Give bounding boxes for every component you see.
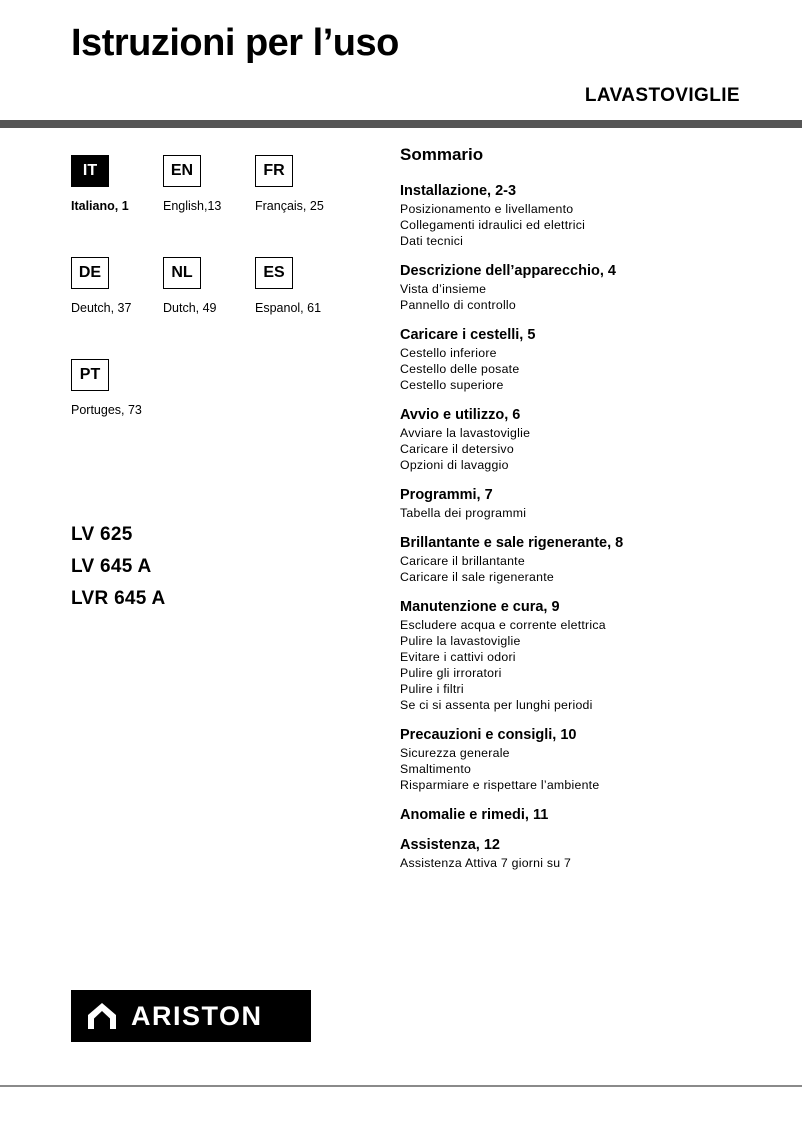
language-label-es: Espanol, 61 bbox=[255, 301, 322, 315]
toc-entry[interactable]: Dati tecnici bbox=[400, 234, 464, 248]
toc-section bbox=[400, 407, 740, 473]
toc-entry[interactable]: Tabella dei programmi bbox=[400, 506, 527, 520]
toc-entry[interactable]: Pulire gli irroratori bbox=[400, 666, 502, 680]
toc-entry[interactable]: Avviare la lavastoviglie bbox=[400, 426, 531, 440]
toc-entry[interactable]: Cestello superiore bbox=[400, 378, 504, 392]
language-label-nl: Dutch, 49 bbox=[163, 301, 217, 315]
model-name: LVR 645 A bbox=[71, 588, 166, 609]
toc-entry[interactable]: Escludere acqua e corrente elettrica bbox=[400, 618, 606, 632]
language-code-fr: FR bbox=[255, 155, 293, 187]
model-name: LV 625 bbox=[71, 524, 133, 545]
toc-section-title[interactable]: Brillantante e sale rigenerante, 8 bbox=[400, 535, 624, 551]
toc-section bbox=[400, 535, 740, 585]
toc-section bbox=[400, 807, 740, 823]
language-label-de: Deutch, 37 bbox=[71, 301, 132, 315]
toc-entry[interactable]: Cestello inferiore bbox=[400, 346, 497, 360]
toc-entry[interactable]: Sicurezza generale bbox=[400, 746, 510, 760]
toc-entry[interactable]: Smaltimento bbox=[400, 762, 472, 776]
toc-section bbox=[400, 183, 740, 249]
model-list bbox=[71, 519, 166, 615]
house-icon bbox=[87, 1002, 117, 1030]
language-row-1 bbox=[71, 155, 371, 257]
toc-entry[interactable]: Risparmiare e rispettare l’ambiente bbox=[400, 778, 600, 792]
language-code-it: IT bbox=[71, 155, 109, 187]
language-item-pt[interactable] bbox=[71, 359, 142, 417]
toc-section-title[interactable]: Manutenzione e cura, 9 bbox=[400, 599, 560, 615]
language-item-de[interactable] bbox=[71, 257, 131, 315]
language-item-it[interactable] bbox=[71, 155, 129, 213]
language-item-nl[interactable] bbox=[163, 257, 217, 315]
language-label-pt: Portuges, 73 bbox=[71, 403, 142, 417]
language-row-3 bbox=[71, 359, 371, 461]
toc-entry[interactable]: Evitare i cattivi odori bbox=[400, 650, 516, 664]
toc-section-title[interactable]: Assistenza, 12 bbox=[400, 837, 500, 853]
toc-section bbox=[400, 599, 740, 713]
language-item-en[interactable] bbox=[163, 155, 221, 213]
language-label-en: English,13 bbox=[163, 199, 222, 213]
language-code-de: DE bbox=[71, 257, 109, 289]
toc-entry[interactable]: Caricare il brillantante bbox=[400, 554, 525, 568]
page-title: Istruzioni per l’uso bbox=[71, 22, 399, 64]
toc-entry[interactable]: Collegamenti idraulici ed elettrici bbox=[400, 218, 586, 232]
header-divider bbox=[0, 120, 802, 128]
toc-heading: Sommario bbox=[400, 145, 484, 164]
toc-section bbox=[400, 263, 740, 313]
toc-entry[interactable]: Caricare il detersivo bbox=[400, 442, 514, 456]
toc-section bbox=[400, 487, 740, 521]
toc-entry[interactable]: Se ci si assenta per lunghi periodi bbox=[400, 698, 593, 712]
toc-entry[interactable]: Assistenza Attiva 7 giorni su 7 bbox=[400, 856, 572, 870]
model-name: LV 645 A bbox=[71, 556, 152, 577]
toc-entry[interactable]: Posizionamento e livellamento bbox=[400, 202, 574, 216]
brand-logo bbox=[71, 990, 311, 1042]
toc-section-title[interactable]: Precauzioni e consigli, 10 bbox=[400, 727, 577, 743]
language-item-es[interactable] bbox=[255, 257, 321, 315]
language-item-fr[interactable] bbox=[255, 155, 324, 213]
toc-section bbox=[400, 837, 740, 871]
language-selector bbox=[71, 155, 371, 461]
toc-section-title[interactable]: Descrizione dell’apparecchio, 4 bbox=[400, 263, 616, 279]
toc-entry[interactable]: Cestello delle posate bbox=[400, 362, 520, 376]
language-label-it bbox=[71, 199, 129, 213]
language-label-fr: Français, 25 bbox=[255, 199, 324, 213]
language-code-es: ES bbox=[255, 257, 293, 289]
toc-section-title[interactable]: Caricare i cestelli, 5 bbox=[400, 327, 536, 343]
toc-section-title[interactable]: Avvio e utilizzo, 6 bbox=[400, 407, 521, 423]
toc-section-title[interactable]: Programmi, 7 bbox=[400, 487, 493, 503]
toc-section-title[interactable]: Anomalie e rimedi, 11 bbox=[400, 807, 549, 823]
toc-entry[interactable]: Pannello di controllo bbox=[400, 298, 516, 312]
product-category: LAVASTOVIGLIE bbox=[584, 85, 740, 106]
toc-entry[interactable]: Opzioni di lavaggio bbox=[400, 458, 509, 472]
brand-name: ARISTON bbox=[131, 1000, 263, 1031]
table-of-contents bbox=[400, 145, 740, 885]
footer-divider bbox=[0, 1085, 802, 1087]
language-code-en: EN bbox=[163, 155, 201, 187]
language-code-nl: NL bbox=[163, 257, 201, 289]
language-row-2 bbox=[71, 257, 371, 359]
toc-section bbox=[400, 727, 740, 793]
language-code-pt: PT bbox=[71, 359, 109, 391]
language-label-it-text: Italiano, 1 bbox=[71, 199, 129, 213]
toc-section bbox=[400, 327, 740, 393]
toc-section-title[interactable]: Installazione, 2-3 bbox=[400, 183, 517, 199]
toc-entry[interactable]: Vista d’insieme bbox=[400, 282, 487, 296]
toc-entry[interactable]: Pulire la lavastoviglie bbox=[400, 634, 521, 648]
toc-entry[interactable]: Pulire i filtri bbox=[400, 682, 464, 696]
toc-entry[interactable]: Caricare il sale rigenerante bbox=[400, 570, 554, 584]
